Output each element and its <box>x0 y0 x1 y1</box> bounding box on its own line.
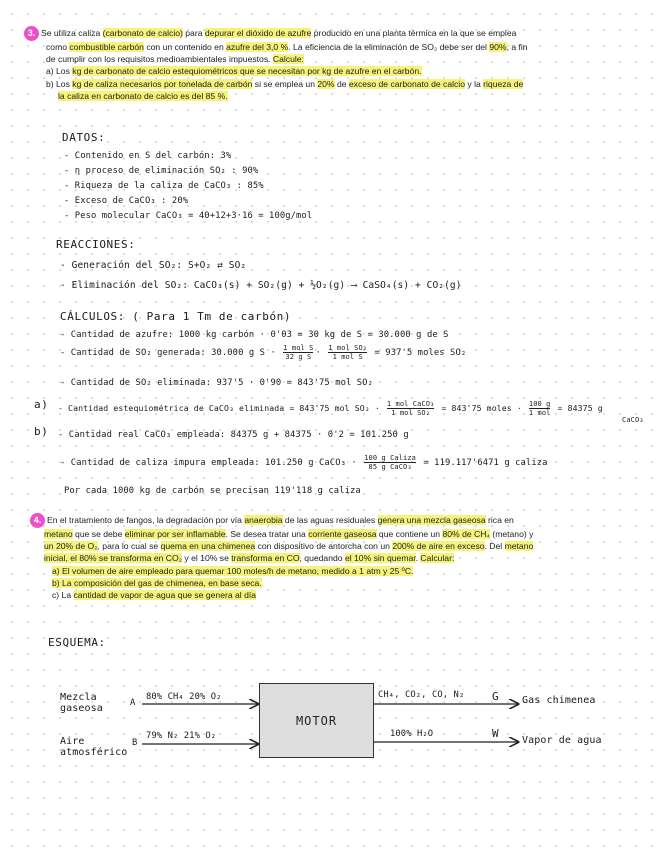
reacciones-title: REACCIONES: <box>56 238 136 251</box>
fraction: $\frac{\text{1 mol SO₂}}{\text{1 mol S}}$ <box>328 344 368 361</box>
answer-a-label: a) <box>34 398 49 411</box>
input-a-label: Mezcla gaseosa <box>60 692 103 714</box>
question-3b: b) Los kg de caliza necesarios por tonelada de carbón si se emplea un 20% de exceso de carbonato de calcio y la riqueza de <box>46 78 524 89</box>
question-3a: a) Los kg de carbonato de calcio estequiométricos que se necesitan por kg de azufre en el carbón. <box>46 66 422 77</box>
question-4b: b) La composición del gas de chimenea, en base seca. <box>52 577 262 588</box>
output-g-letter: G <box>492 690 499 703</box>
fraction: $\frac{100 g}{\text{1 mol}}$ <box>528 400 551 417</box>
datos-item-excess: - Exceso de CaCO₃ : 20% <box>64 196 189 206</box>
fraction: $\frac{\text{100 g Caliza}}{\text{85 g CaCO₃}}$ <box>364 454 416 471</box>
datos-item-efficiency: - η proceso de eliminación SO₂ : 90% <box>64 166 259 176</box>
calc-caco3-stoichiometric: - Cantidad estequiométrica de CaCO₃ eliminada = 843'75 mol SO₂ · $\frac{\text{1 mol CaCO₃}}{\text{1 mol SO₂}}$ = 843'75 moles · $\frac{100 g}{\text{1 mol}}$ = 84375 g <box>58 400 603 417</box>
fraction: $\frac{\text{1 mol CaCO₃}}{\text{1 mol SO₂}}$ <box>386 400 435 417</box>
motor-box: MOTOR <box>259 683 374 758</box>
datos-item-molar-mass: - Peso molecular CaCO₃ = 40+12+3·16 = 100g/mol <box>64 211 313 221</box>
problem-4-statement: 4. En el tratamiento de fangos, la degradación por vía anaerobia de las aguas residuales genera una mezcla gaseosa rica en metano que se debe eliminar por ser inflamable. Se desea tratar una corriente gaseosa que contiene un 80% de CH₄ (metano) y un 20% de O₂, para lo cual se quema en una chimenea con dispositivo de antorcha con un 200% de aire en exceso. Del metano inicial, el 80% se transforma en CO₂ y el 10% se transforma en CO, quedando el 10% sin quemar. Calcular: a) El volumen de aire empleado para quemar 100 moles/h de metano, medido a 1 atm y 25 ºC. b) La composición del gas de chimenea, en base seca. c) La cantidad de vapor de agua que se genera al día <box>30 513 630 601</box>
esquema-title: ESQUEMA: <box>48 636 106 649</box>
input-b-letter: B <box>132 738 138 748</box>
datos-title: DATOS: <box>62 131 106 144</box>
calc-sulfur-amount: - Cantidad de azufre: 1000 kg carbón · 0'03 = 30 kg de S = 30.000 g de S <box>60 330 449 340</box>
output-w-label: Vapor de agua <box>522 735 602 746</box>
reaction-elimination: - Eliminación del SO₂: CaCO₃(s) + SO₂(g) + ½O₂(g) ⟶ CaSO₄(s) + CO₂(g) <box>60 280 462 291</box>
problem-4-number: 4. <box>30 513 45 528</box>
datos-item-purity: - Riqueza de la caliza de CaCO₃ : 85% <box>64 181 264 191</box>
answer-b-label: b) <box>34 425 49 438</box>
input-b-composition: 79% N₂ 21% O₂ <box>146 731 217 741</box>
output-w-composition: 100% H₂O <box>390 729 434 739</box>
output-g-composition: CH₄, CO₂, CO, N₂ <box>378 690 465 700</box>
output-g-label: Gas chimenea <box>522 695 596 706</box>
caco3-unit: CaCO₃ <box>622 416 644 424</box>
calc-so2-generated: - Cantidad de SO₂ generada: 30.000 g S · $\frac{\text{1 mol S}}{\text{32 g S}}$ · $\frac{\text{1 mol SO₂}}{\text{1 mol S}}$ = 937'5 moles SO₂ <box>60 344 467 361</box>
calc-so2-eliminated: - Cantidad de SO₂ eliminada: 937'5 · 0'90 = 843'75 mol SO₂ <box>60 378 373 388</box>
fraction: $\frac{\text{1 mol S}}{\text{32 g S}}$ <box>283 344 314 361</box>
calc-caco3-real: - Cantidad real CaCO₃ empleada: 84375 g + 84375 · 0'2 = 101.250 g <box>58 430 409 440</box>
input-b-label: Aire atmosférico <box>60 736 128 758</box>
calc-impure-limestone: - Cantidad de caliza impura empleada: 101.250 g CaCO₃ · $\frac{\text{100 g Caliza}}{\text{85 g CaCO₃}}$ = 119.117'6471 g caliza <box>60 454 548 471</box>
calc-conclusion: Por cada 1000 kg de carbón se precisan 119'118 g caliza <box>64 486 361 496</box>
problem-3-statement: 3. Se utiliza caliza (carbonato de calcio) para depurar el dióxido de azufre producido en una planta térmica en la que se emplea como combustible carbón con un contenido en azufre del 3,0 %. La eficiencia de la eliminación de SO₂ debe ser del 90%, a fin de cumplir con los requisitos medioambientales impuestos. Calcule: a) Los kg de carbonato de calcio estequiométricos que se necesitan por kg de azufre en el carbón. b) Los kg de caliza necesarios por tonelada de carbón si se emplea un 20% de exceso de carbonato de calcio y la riqueza de la caliza en carbonato de calcio es del 85 %. <box>24 26 634 102</box>
reaction-generation: - Generación del SO₂: S+O₂ ⇄ SO₂ <box>60 260 247 271</box>
question-4c: c) La cantidad de vapor de agua que se genera al día <box>52 590 257 601</box>
datos-item-sulfur: - Contenido en S del carbón: 3% <box>64 151 232 161</box>
input-a-composition: 80% CH₄ 20% O₂ <box>146 692 222 702</box>
problem-3-number: 3. <box>24 26 39 41</box>
input-a-letter: A <box>130 698 136 708</box>
output-w-letter: W <box>492 727 499 740</box>
question-4a: a) El volumen de aire empleado para quemar 100 moles/h de metano, medido a 1 atm y 25 ºC. <box>52 565 414 576</box>
calculos-title: CÁLCULOS: ( Para 1 Tm de carbón) <box>60 310 292 323</box>
